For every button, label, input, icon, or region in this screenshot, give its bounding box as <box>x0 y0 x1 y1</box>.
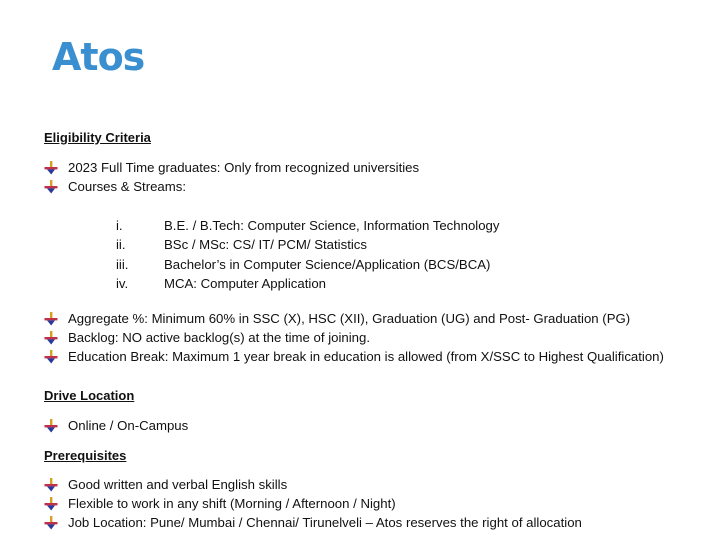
arrow-down-bullet-icon <box>44 516 58 530</box>
course-text: B.E. / B.Tech: Computer Science, Information Technology <box>164 218 500 233</box>
arrow-down-bullet-icon <box>44 350 58 364</box>
arrow-down-bullet-icon <box>44 497 58 511</box>
bullet-item <box>44 477 287 493</box>
arrow-down-bullet-icon <box>44 312 58 326</box>
drive-location-heading: Drive Location <box>44 388 135 403</box>
bullet-text: Job Location: Pune/ Mumbai / Chennai/ Tirunelveli – Atos reserves the right of allocation <box>68 515 582 530</box>
course-number: ii. <box>116 237 126 252</box>
prerequisites-heading: Prerequisites <box>44 448 127 463</box>
course-text: BSc / MSc: CS/ IT/ PCM/ Statistics <box>164 237 367 252</box>
eligibility-heading: Eligibility Criteria <box>44 130 151 145</box>
bullet-text: Education Break: Maximum 1 year break in education is allowed (from X/SSC to Highest Qualification) <box>68 349 664 364</box>
course-number: iii. <box>116 257 129 272</box>
course-number: iv. <box>116 276 129 291</box>
bullet-item <box>44 311 630 327</box>
bullet-item <box>44 418 188 434</box>
course-number: i. <box>116 218 123 233</box>
bullet-item <box>44 349 664 365</box>
arrow-down-bullet-icon <box>44 180 58 194</box>
bullet-text: 2023 Full Time graduates: Only from recognized universities <box>68 160 420 175</box>
arrow-down-bullet-icon <box>44 478 58 492</box>
bullet-item <box>44 179 186 195</box>
arrow-down-bullet-icon <box>44 419 58 433</box>
bullet-item <box>44 160 419 176</box>
course-text: Bachelor’s in Computer Science/Application (BCS/BCA) <box>164 257 491 272</box>
bullet-text: Online / On-Campus <box>68 418 189 433</box>
bullet-text: Courses & Streams: <box>68 179 186 194</box>
bullet-text: Backlog: NO active backlog(s) at the time of joining. <box>68 330 370 345</box>
bullet-item <box>44 330 370 346</box>
course-text: MCA: Computer Application <box>164 276 326 291</box>
bullet-text: Flexible to work in any shift (Morning / Afternoon / Night) <box>68 496 396 511</box>
arrow-down-bullet-icon <box>44 331 58 345</box>
bullet-text: Good written and verbal English skills <box>68 477 288 492</box>
atos-logo: Atos <box>52 35 145 79</box>
bullet-text: Aggregate %: Minimum 60% in SSC (X), HSC (XII), Graduation (UG) and Post- Graduation (PG) <box>68 311 631 326</box>
arrow-down-bullet-icon <box>44 161 58 175</box>
bullet-item <box>44 515 582 531</box>
bullet-item <box>44 496 396 512</box>
